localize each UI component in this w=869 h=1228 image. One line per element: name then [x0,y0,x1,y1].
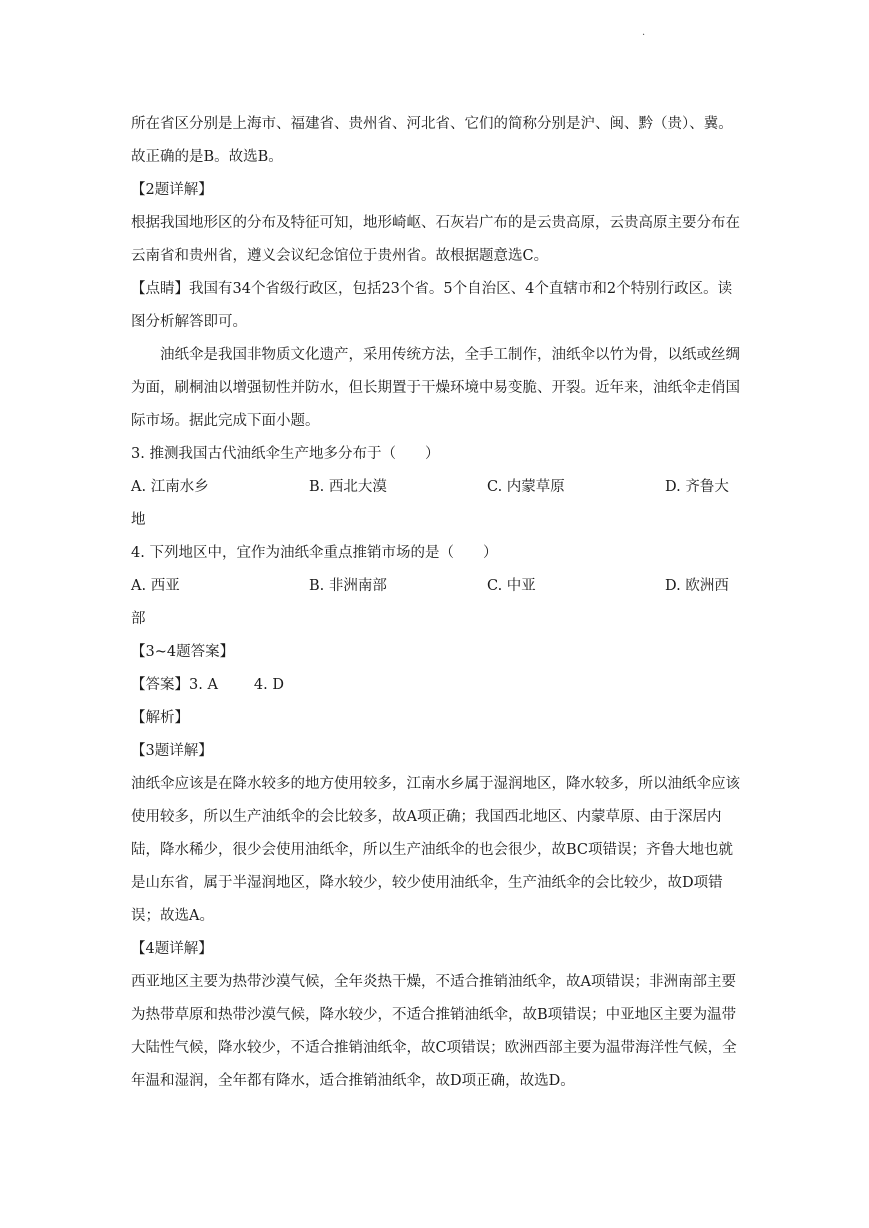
paragraph-q4-explanation: 西亚地区主要为热带沙漠气候，全年炎热干燥，不适合推销油纸伞，故A项错误；非洲南部主要为热带草原和热带沙漠气候，降水较少，不适合推销油纸伞，故B项错误；中亚地区主要为温带大陆性气候，降水较少，不适合推销油纸伞，故C项错误；欧洲西部主要为温带海洋性气候，全年温和湿润，全年都有降水，适合推销油纸伞，故D项正确，故选D。 [131,974,737,1089]
question-4-options [131,570,741,603]
heading-q4-detail: 【4题详解】 [131,941,213,957]
heading-analysis: 【解析】 [131,710,189,726]
header-mark: · [642,30,646,41]
heading-q3-4-answers: 【3~4题答案】 [131,644,235,660]
option-d-wrap: 地 [131,512,146,528]
paragraph-tip: 【点睛】我国有34个省级行政区，包括23个省。5个自治区、4个直辖市和2个特别行政区。读图分析解答即可。 [131,281,733,330]
answer-q3: 【答案】3. A [131,677,218,693]
option-b: B. 非洲南部 [309,578,387,594]
paragraph-q1-explanation-end: 所在省区分别是上海市、福建省、贵州省、河北省、它们的简称分别是沪、闽、黔（贵）、冀。故正确的是B。故选B。 [131,116,733,165]
option-a: A. 江南水乡 [131,479,209,495]
document-body [131,108,741,1098]
answer-line [131,669,741,702]
heading-q2-detail: 【2题详解】 [131,182,213,198]
option-a: A. 西亚 [131,578,180,594]
option-c: C. 中亚 [487,578,536,594]
paragraph-q2-explanation: 根据我国地形区的分布及特征可知，地形崎岖、石灰岩广布的是云贵高原，云贵高原主要分布在云南省和贵州省，遵义会议纪念馆位于贵州省。故根据题意选C。 [131,215,740,264]
option-d-wrap: 部 [131,611,146,627]
question-4: 4. 下列地区中，宜作为油纸伞重点推销市场的是（ ） [131,545,498,561]
heading-q3-detail: 【3题详解】 [131,743,213,759]
paragraph-passage: 油纸伞是我国非物质文化遗产，采用传统方法，全手工制作，油纸伞以竹为骨，以纸或丝绸为面，刷桐油以增强韧性并防水，但长期置于干燥环境中易变脆、开裂。近年来，油纸伞走俏国际市场。据此完成下面小题。 [131,347,740,429]
option-d: D. 欧洲西 [665,578,729,594]
option-b: B. 西北大漠 [309,479,387,495]
paragraph-q3-explanation: 油纸伞应该是在降水较多的地方使用较多，江南水乡属于湿润地区，降水较多，所以油纸伞应该使用较多，所以生产油纸伞的会比较多，故A项正确；我国西北地区、内蒙草原、由于深居内陆，降水稀少，很少会使用油纸伞，所以生产油纸伞的也会很少，故BC项错误；齐鲁大地也就是山东省，属于半湿润地区，降水较少，较少使用油纸伞，生产油纸伞的会比较少，故D项错误；故选A。 [131,776,740,924]
option-c: C. 内蒙草原 [487,479,565,495]
question-3: 3. 推测我国古代油纸伞生产地多分布于（ ） [131,446,440,462]
answer-q4: 4. D [253,677,284,693]
option-d: D. 齐鲁大 [665,479,729,495]
question-3-options [131,471,741,504]
